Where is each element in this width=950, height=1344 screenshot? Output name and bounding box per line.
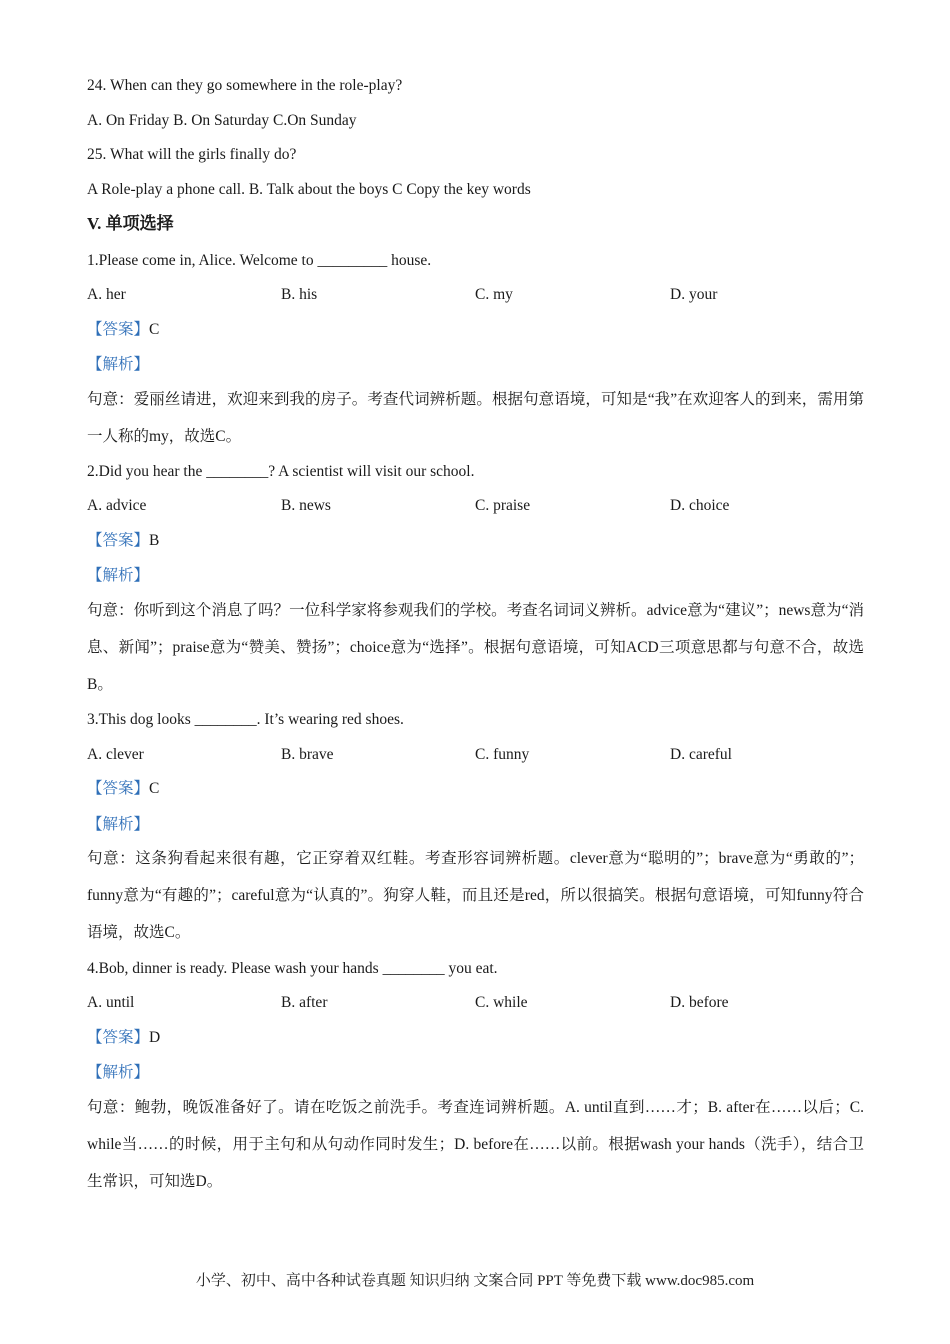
question-4-analysis-tag: 【解析】: [87, 1064, 150, 1081]
question-3-analysis: 句意：这条狗看起来很有趣，它正穿着双红鞋。考查形容词辨析题。clever意为“聪明的”；brave意为“勇敢的”；funny意为“有趣的”；careful意为“认真的”。狗穿人鞋，而且还是red，所以很搞笑。根据句意语境，可知funny符合语境，故选C。: [87, 850, 864, 941]
question-1-analysis: 句意：爱丽丝请进，欢迎来到我的房子。考查代词辨析题。根据句意语境，可知是“我”在欢迎客人的到来，需用第一人称的my，故选C。: [87, 391, 864, 445]
answer-tag: 【答案】: [87, 780, 150, 797]
question-25-stem: 25. What will the girls finally do?: [87, 146, 297, 163]
answer-tag: 【答案】: [87, 321, 150, 338]
question-4-option-b: B. after: [281, 994, 328, 1011]
question-3-stem: 3.This dog looks ________. It’s wearing red shoes.: [87, 711, 404, 728]
question-24-stem: 24. When can they go somewhere in the role-play?: [87, 77, 403, 94]
answer-tag: 【答案】: [87, 1029, 150, 1046]
question-3-option-b: B. brave: [281, 746, 334, 763]
question-4-option-d: D. before: [670, 994, 729, 1011]
section-title: V. 单项选择: [87, 214, 174, 233]
question-2-analysis-tag: 【解析】: [87, 567, 150, 584]
question-2-option-a: A. advice: [87, 497, 147, 514]
question-25-options: A Role-play a phone call. B. Talk about the boys C Copy the key words: [87, 181, 531, 198]
answer-value: C: [149, 780, 160, 797]
question-3-option-d: D. careful: [670, 746, 732, 763]
question-1-option-d: D. your: [670, 286, 718, 303]
question-2-option-c: C. praise: [475, 497, 531, 514]
question-4-stem: 4.Bob, dinner is ready. Please wash your hands ________ you eat.: [87, 960, 498, 977]
question-3-answer: [87, 779, 159, 799]
question-3-option-a: A. clever: [87, 746, 144, 763]
question-24-options: A. On Friday B. On Saturday C.On Sunday: [87, 112, 357, 129]
question-1-option-c: C. my: [475, 286, 513, 303]
question-3-analysis-tag: 【解析】: [87, 816, 150, 833]
question-2-option-d: D. choice: [670, 497, 730, 514]
question-4-answer: [87, 1028, 160, 1048]
question-4-analysis: 句意：鲍勃，晚饭准备好了。请在吃饭之前洗手。考查连词辨析题。A. until直到……才；B. after在……以后；C. while当……的时候，用于主句和从句动作同时发生；D. before在……以前。根据wash your hands（洗手），结合卫生常识，可知选D。: [87, 1099, 864, 1190]
question-1-stem: 1.Please come in, Alice. Welcome to _________ house.: [87, 252, 432, 269]
question-1-option-b: B. his: [281, 286, 318, 303]
answer-value: D: [149, 1029, 161, 1046]
question-2-option-b: B. news: [281, 497, 331, 514]
question-4-option-a: A. until: [87, 994, 135, 1011]
question-4-option-c: C. while: [475, 994, 528, 1011]
question-1-answer: [87, 320, 159, 340]
question-1-option-a: A. her: [87, 286, 126, 303]
question-2-stem: 2.Did you hear the ________? A scientist will visit our school.: [87, 463, 475, 480]
answer-value: C: [149, 321, 160, 338]
answer-tag: 【答案】: [87, 532, 150, 549]
question-2-analysis: 句意：你听到这个消息了吗？一位科学家将参观我们的学校。考查名词词义辨析。advice意为“建议”；news意为“消息、新闻”；praise意为“赞美、赞扬”；choice意为“选择”。根据句意语境，可知ACD三项意思都与句意不合，故选B。: [87, 602, 864, 693]
question-1-analysis-tag: 【解析】: [87, 356, 150, 373]
question-3-option-c: C. funny: [475, 746, 530, 763]
page-footer: 小学、初中、高中各种试卷真题 知识归纳 文案合同 PPT 等免费下载 www.doc985.com: [195, 1273, 755, 1289]
answer-value: B: [149, 532, 160, 549]
question-2-answer: [87, 531, 159, 551]
